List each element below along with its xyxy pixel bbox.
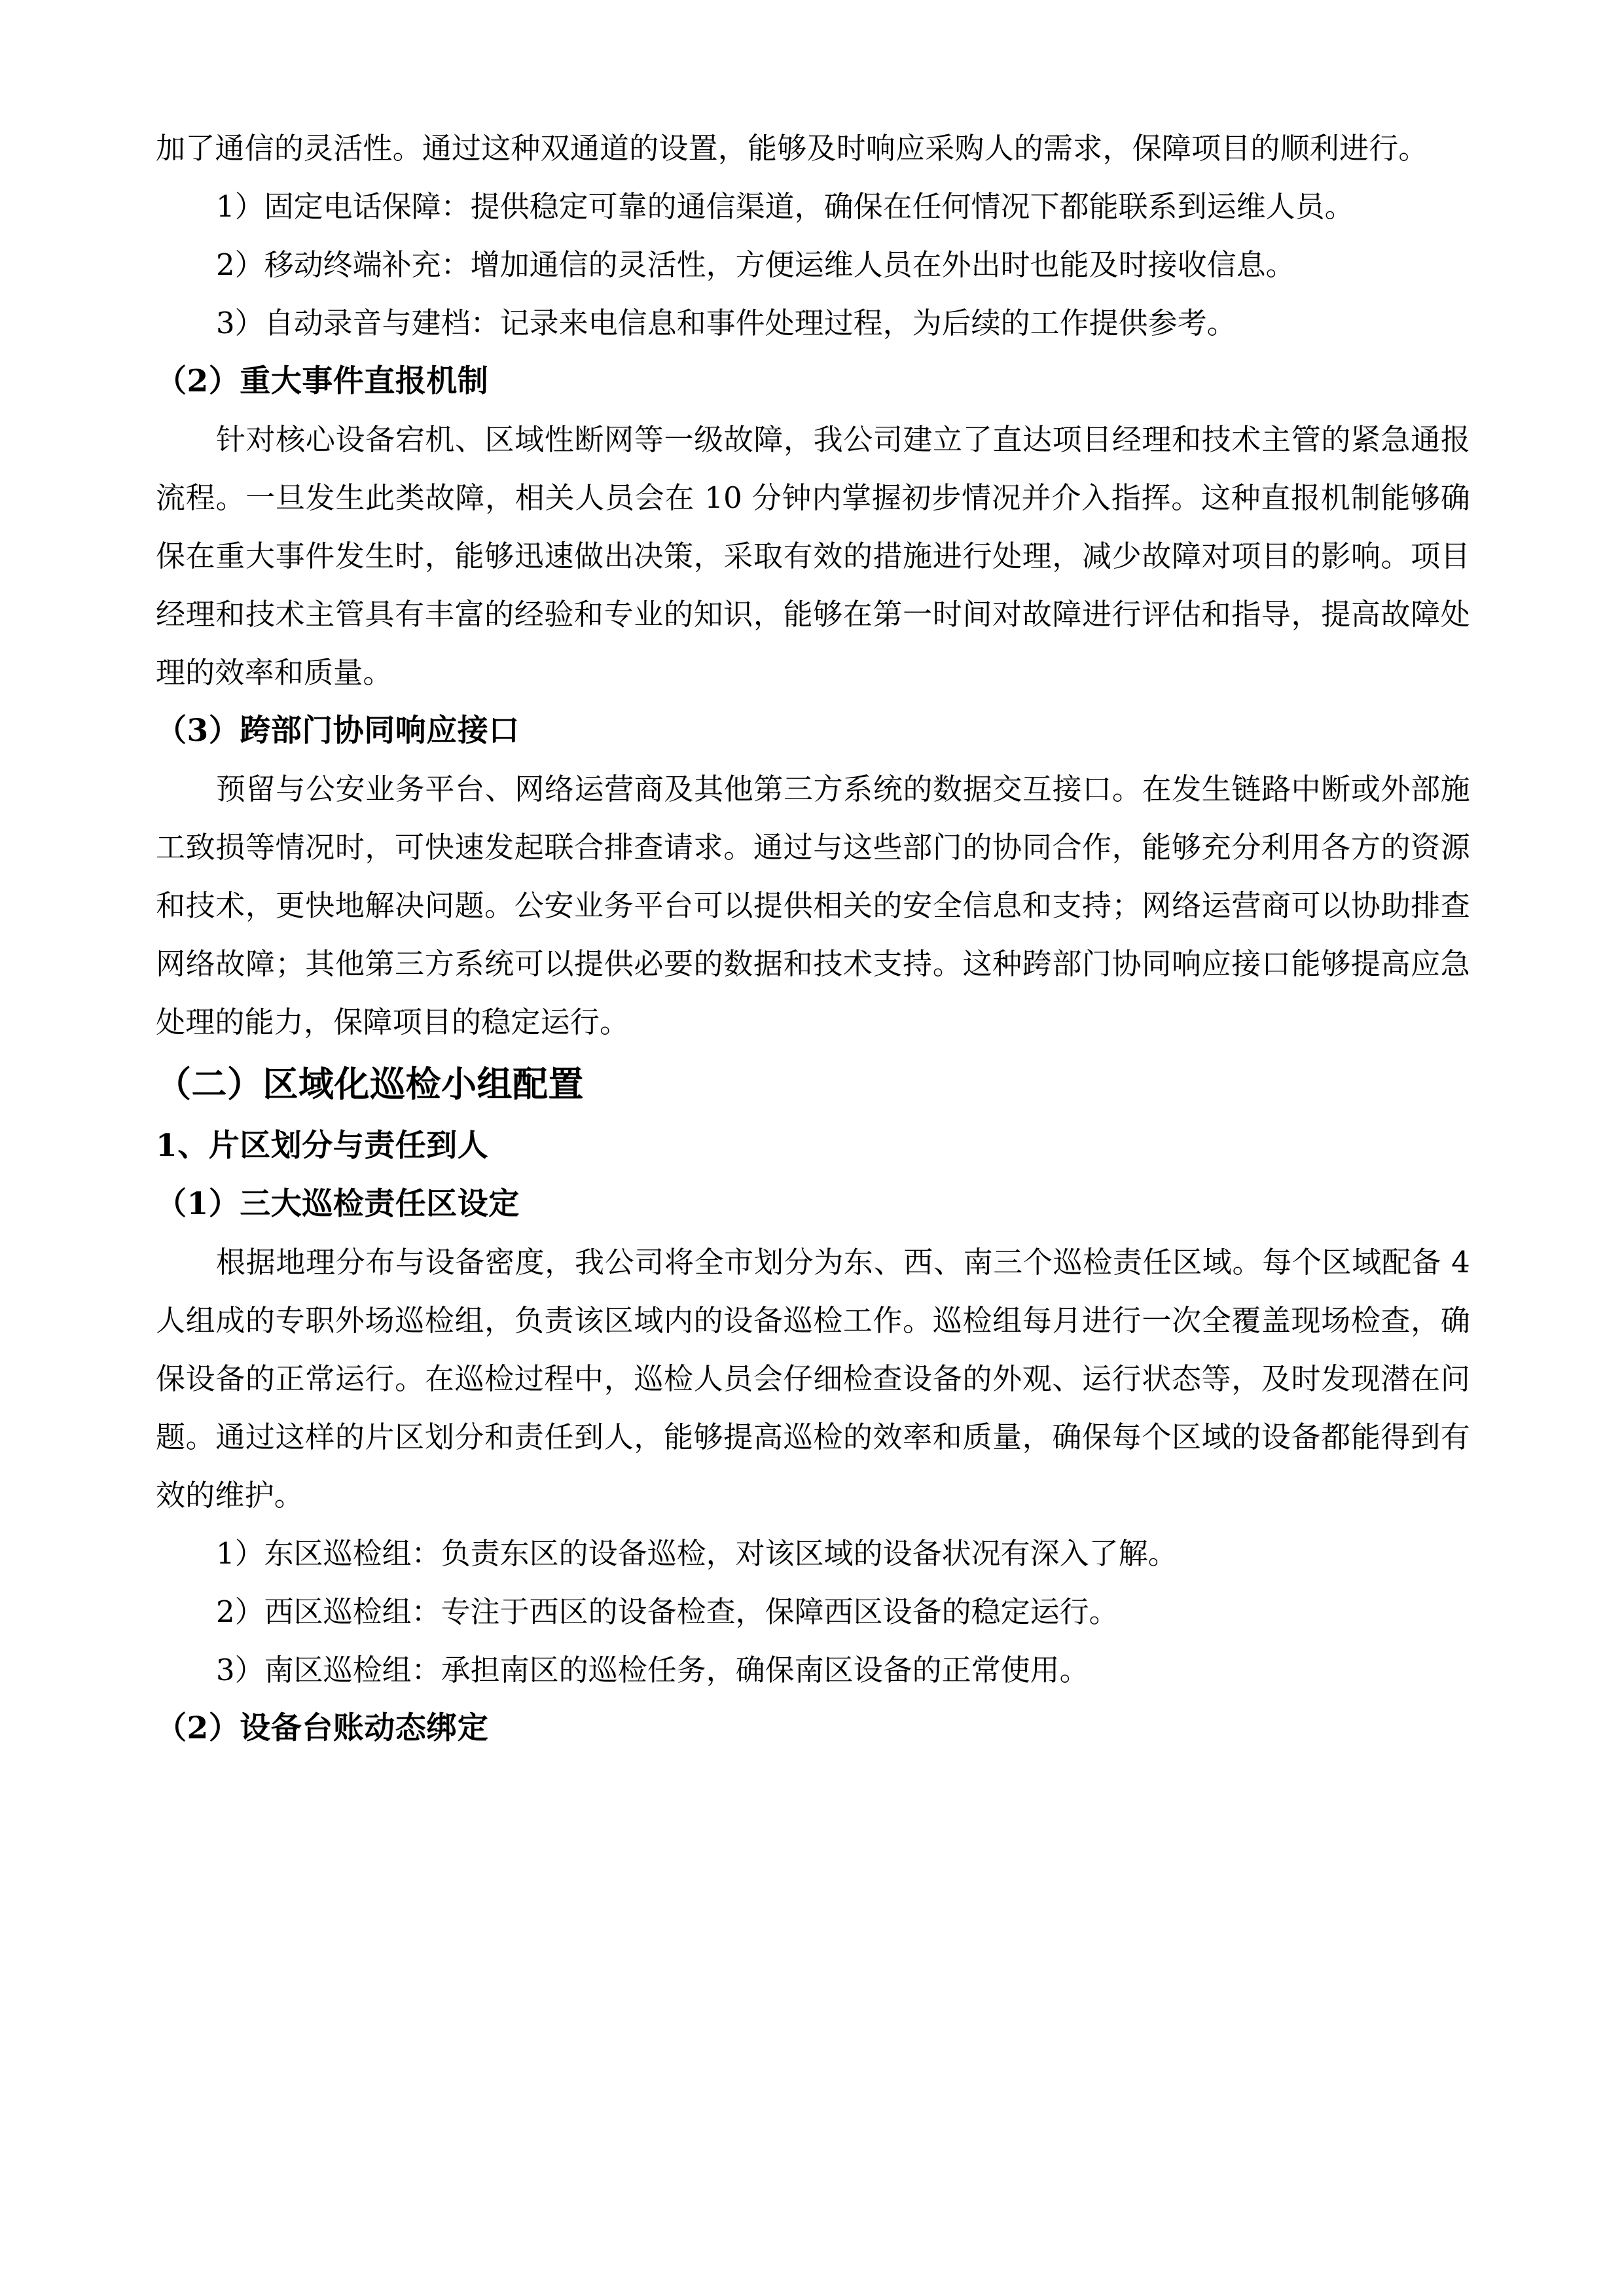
- paragraph-three-zones-body: 根据地理分布与设备密度，我公司将全市划分为东、西、南三个巡检责任区域。每个区域配备 4 人组成的专职外场巡检组，负责该区域内的设备巡检工作。巡检组每月进行一次全覆盖现场检查，确保设备的正常运行。在巡检过程中，巡检人员会仔细检查设备的外观、运行状态等，及时发现潜在问题。通过这样的片区划分和责任到人，能够提高巡检的效率和质量，确保每个区域的设备都能得到有效的维护。: [156, 1245, 1470, 1513]
- heading-three-inspection-zones: （1）三大巡检责任区设定: [156, 1186, 520, 1222]
- paragraph-continued-intro: 加了通信的灵活性。通过这种双通道的设置，能够及时响应采购人的需求，保障项目的顺利进行。: [156, 131, 1428, 166]
- list-item-east-zone-team: 1）东区巡检组：负责东区的设备巡检，对该区域的设备状况有深入了解。: [216, 1536, 1178, 1571]
- document-content-area: [156, 119, 1470, 1757]
- heading-section-regional-inspection-team: （二）区域化巡检小组配置: [156, 1063, 584, 1105]
- paragraph-cross-department-body: 预留与公安业务平台、网络运营商及其他第三方系统的数据交互接口。在发生链路中断或外部施工致损等情况时，可快速发起联合排查请求。通过与这些部门的协同合作，能够充分利用各方的资源和技术，更快地解决问题。公安业务平台可以提供相关的安全信息和支持；网络运营商可以协助排查网络故障；其他第三方系统可以提供必要的数据和技术支持。这种跨部门协同响应接口能够提高应急处理的能力，保障项目的稳定运行。: [156, 772, 1470, 1039]
- heading-cross-department-interface: （3）跨部门协同响应接口: [156, 713, 520, 749]
- list-item-auto-recording-archiving: 3）自动录音与建档：记录来电信息和事件处理过程，为后续的工作提供参考。: [216, 306, 1236, 340]
- heading-equipment-ledger-dynamic-binding: （2）设备台账动态绑定: [156, 1710, 489, 1746]
- heading-zone-division-responsibility: 1、片区划分与责任到人: [156, 1128, 489, 1164]
- list-item-mobile-terminal-supplement: 2）移动终端补充：增加通信的灵活性，方便运维人员在外出时也能及时接收信息。: [216, 247, 1295, 282]
- paragraph-major-event-body: 针对核心设备宕机、区域性断网等一级故障，我公司建立了直达项目经理和技术主管的紧急通报流程。一旦发生此类故障，相关人员会在 10 分钟内掌握初步情况并介入指挥。这种直报机制能够确保在重大事件发生时，能够迅速做出决策，采取有效的措施进行处理，减少故障对项目的影响。项目经理和技术主管具有丰富的经验和专业的知识，能够在第一时间对故障进行评估和指导，提高故障处理的效率和质量。: [156, 422, 1470, 690]
- heading-major-event-direct-report: （2）重大事件直报机制: [156, 363, 489, 399]
- list-item-west-zone-team: 2）西区巡检组：专注于西区的设备检查，保障西区设备的稳定运行。: [216, 1594, 1119, 1629]
- list-item-south-zone-team: 3）南区巡检组：承担南区的巡检任务，确保南区设备的正常使用。: [216, 1653, 1089, 1687]
- list-item-fixed-phone-guarantee: 1）固定电话保障：提供稳定可靠的通信渠道，确保在任何情况下都能联系到运维人员。: [216, 189, 1354, 224]
